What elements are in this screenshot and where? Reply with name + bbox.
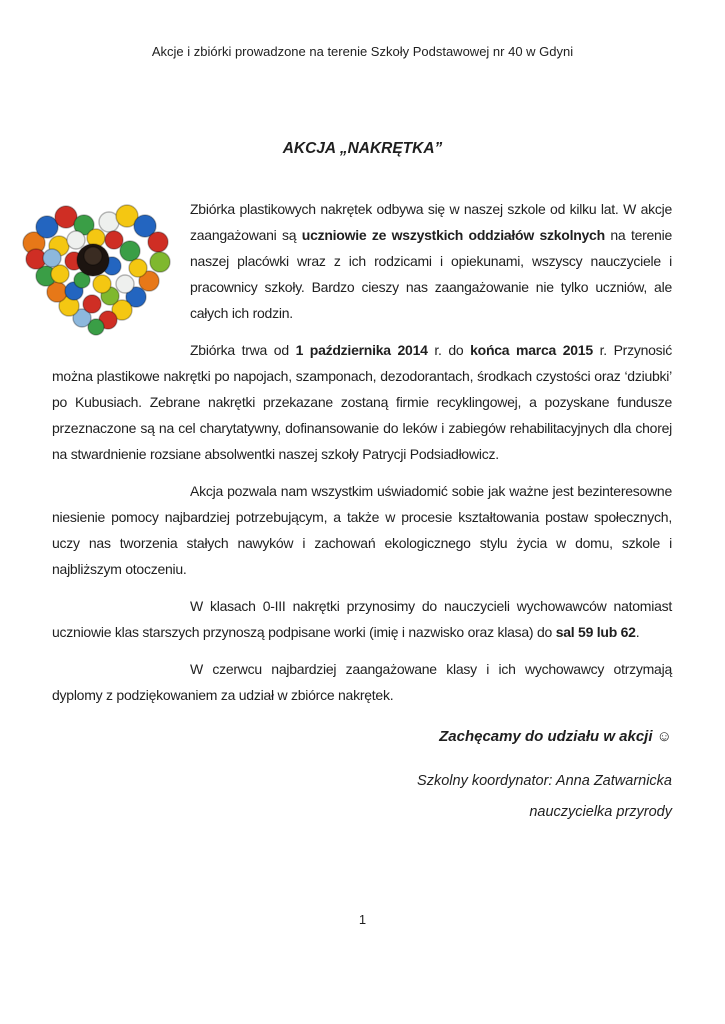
document-title: AKCJA „NAKRĘTKA” <box>282 140 443 157</box>
document-header: Akcje i zbiórki prowadzone na terenie Szkoły Podstawowej nr 40 w Gdyni <box>151 44 574 59</box>
coordinator-signature: Szkolny koordynator: Anna Zatwarnicka <box>417 773 672 789</box>
coordinator-role: nauczycielka przyrody <box>529 804 672 820</box>
document-body <box>52 196 672 830</box>
paragraph-dates <box>52 337 672 467</box>
page-number: 1 <box>358 912 367 927</box>
paragraph-intro <box>190 196 672 326</box>
paragraph-awards: W czerwcu najbardziej zaangażowane klasy i ich wychowawcy otrzymają dyplomy z podziękowaniem za udział w zbiórce nakrętek. <box>52 661 672 703</box>
paragraph-dates-run-1: Zbiórka trwa od <box>190 342 296 358</box>
paragraph-dates-start-date: 1 października 2014 <box>295 342 428 358</box>
paragraph-instructions-run-1: W klasach 0-III nakrętki przynosimy do nauczycieli wychowawców natomiast uczniowie klas starszych przynoszą podpisane worki (imię i nazwisko oraz klasa) do <box>52 598 672 640</box>
paragraph-intro-bold: uczniowie ze wszystkich oddziałów szkolnych <box>301 227 605 243</box>
paragraph-purpose: Akcja pozwala nam wszystkim uświadomić sobie jak ważne jest bezinteresowne niesienie pomocy najbardziej potrzebującym, a także w procesie kształtowania postaw społecznych, uczy nas tworzenia stałych nawyków i zachowań ekologicznego stylu życia w domu, szkole i najbliższym otoczeniu. <box>52 483 672 577</box>
paragraph-intro-run-1: Zbiórka plastikowych nakrętek odbywa się w naszej szkole od kilku lat. W akcje zaangażowani są <box>190 201 672 243</box>
paragraph-dates-run-2: r. do <box>427 342 471 358</box>
paragraph-dates-end-date: końca marca 2015 <box>470 342 593 358</box>
bottle-caps-heart-graphic <box>14 196 176 336</box>
closing-invitation: Zachęcamy do udziału w akcji ☺ <box>439 728 672 745</box>
paragraph-intro-run-2: na terenie naszej placówki wraz z ich rodzicami i opiekunami, wszyscy nauczyciele i pracownicy szkoły. Bardzo cieszy nas zaangażowanie nie tylko uczniów, ale całych ich rodzin. <box>190 227 672 321</box>
paragraph-instructions-rooms: sal 59 lub 62 <box>555 624 636 640</box>
paragraph-instructions-run-2: . <box>635 624 640 640</box>
bottle-caps-heart-image <box>14 196 176 336</box>
paragraph-dates-run-3: r. Przynosić można plastikowe nakrętki po napojach, szamponach, dezodorantach, środkach czystości oraz ‘dziubki’ po Kubusiach. Zebrane nakrętki przekazane zostaną firmie recyklingowej, a pozyskane fundusze przeznaczone są na cel charytatywny, dofinansowanie do leków i zabiegów rehabilitacyjnych dla chorej na stwardnienie rozsiane absolwentki naszej szkoły Patrycji Podsiadłowicz. <box>52 342 672 462</box>
paragraph-instructions <box>52 593 672 645</box>
